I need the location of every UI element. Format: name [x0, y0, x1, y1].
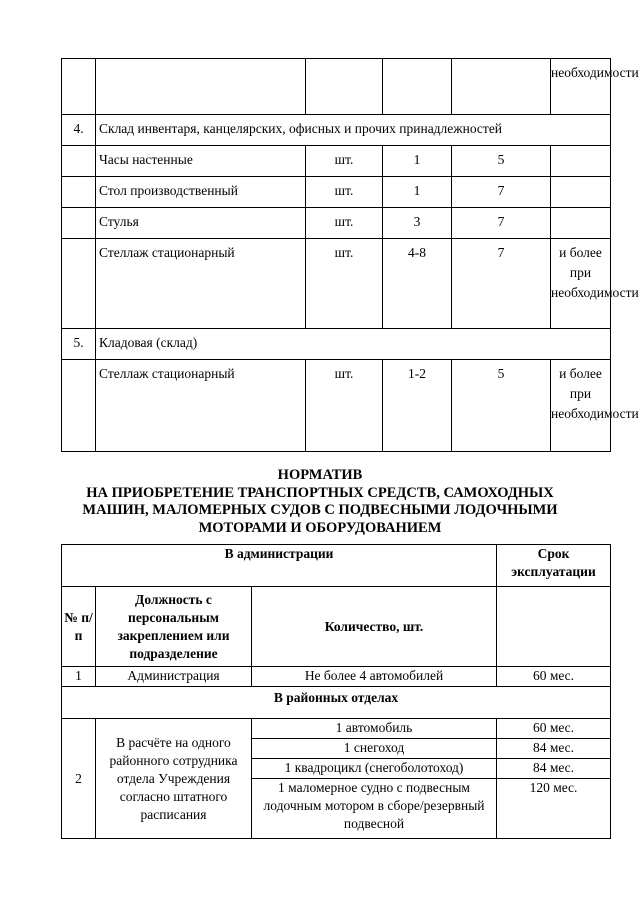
- item-qty: 1: [383, 177, 452, 208]
- item-years: 7: [452, 177, 551, 208]
- section-title: Склад инвентаря, канцелярских, офисных и прочих принадлежностей: [96, 115, 611, 146]
- section-number: 5.: [62, 329, 96, 360]
- normative-title-line: МОТОРАМИ И ОБОРУДОВАНИЕМ: [198, 519, 442, 536]
- row-term: 84 мес.: [497, 759, 611, 779]
- item-note: [551, 177, 611, 208]
- normative-title-line: НОРМАТИВ: [277, 467, 363, 483]
- section-row: [62, 329, 611, 360]
- row-qty: 1 маломерное судно с подвесным лодочным мотором в сборе/резервный подвесной: [252, 779, 497, 839]
- item-qty: 1: [383, 146, 452, 177]
- item-years: 5: [452, 360, 551, 452]
- row-number: 2: [62, 719, 96, 839]
- continuation-row: [62, 59, 611, 115]
- item-note: и более при необходимости: [551, 360, 611, 452]
- item-name: Часы настенные: [96, 146, 306, 177]
- table-row: [62, 239, 611, 329]
- row-qty: 1 снегоход: [252, 739, 497, 759]
- row-qty: 1 квадроцикл (снегоболотоход): [252, 759, 497, 779]
- section-number: 4.: [62, 115, 96, 146]
- item-years: 7: [452, 208, 551, 239]
- item-unit: шт.: [306, 360, 383, 452]
- transport-normative-table: [61, 544, 611, 839]
- section-row: [62, 115, 611, 146]
- table-row: [62, 208, 611, 239]
- table-row: [62, 360, 611, 452]
- item-unit: шт.: [306, 208, 383, 239]
- note-cell: необходимости: [551, 59, 611, 115]
- item-note: [551, 208, 611, 239]
- item-qty: 3: [383, 208, 452, 239]
- item-unit: шт.: [306, 239, 383, 329]
- item-unit: шт.: [306, 146, 383, 177]
- item-note: [551, 146, 611, 177]
- item-qty: 1-2: [383, 360, 452, 452]
- item-unit: шт.: [306, 177, 383, 208]
- normative-title: [0, 467, 640, 537]
- item-years: 7: [452, 239, 551, 329]
- row-qty: 1 автомобиль: [252, 719, 497, 739]
- item-name: Стулья: [96, 208, 306, 239]
- row-term: 120 мес.: [497, 779, 611, 839]
- header-row: [62, 545, 611, 587]
- row-term: 60 мес.: [497, 667, 611, 687]
- table-row: [62, 719, 611, 739]
- item-note: и более при необходимости: [551, 239, 611, 329]
- table-row: [62, 177, 611, 208]
- row-qty: Не более 4 автомобилей: [252, 667, 497, 687]
- normative-title-line: НА ПРИОБРЕТЕНИЕ ТРАНСПОРТНЫХ СРЕДСТВ, САМОХОДНЫХ: [86, 484, 554, 501]
- header-row: [62, 587, 611, 667]
- row-term: 60 мес.: [497, 719, 611, 739]
- normative-title-line: МАШИН, МАЛОМЕРНЫХ СУДОВ С ПОДВЕСНЫМИ ЛОДОЧНЫМИ: [82, 502, 558, 518]
- table-row: [62, 146, 611, 177]
- item-name: Стол производственный: [96, 177, 306, 208]
- item-qty: 4-8: [383, 239, 452, 329]
- row-position: Администрация: [96, 667, 252, 687]
- section-title: Кладовая (склад): [96, 329, 611, 360]
- header-term: Срок эксплуатации: [497, 545, 611, 587]
- col-num-header: № п/п: [62, 587, 96, 667]
- section-row: [62, 687, 611, 719]
- item-name: Стеллаж стационарный: [96, 360, 306, 452]
- item-years: 5: [452, 146, 551, 177]
- section-districts: В районных отделах: [62, 687, 611, 719]
- header-admin: В администрации: [62, 545, 497, 587]
- item-name: Стеллаж стационарный: [96, 239, 306, 329]
- row-position: В расчёте на одного районного сотрудника отдела Учреждения согласно штатного расписания: [96, 719, 252, 839]
- row-number: 1: [62, 667, 96, 687]
- inventory-table: [61, 58, 639, 452]
- col-position-header: Должность с персональным закреплением или подразделение: [96, 587, 252, 667]
- col-qty-header: Количество, шт.: [252, 587, 497, 667]
- row-term: 84 мес.: [497, 739, 611, 759]
- table-row: [62, 667, 611, 687]
